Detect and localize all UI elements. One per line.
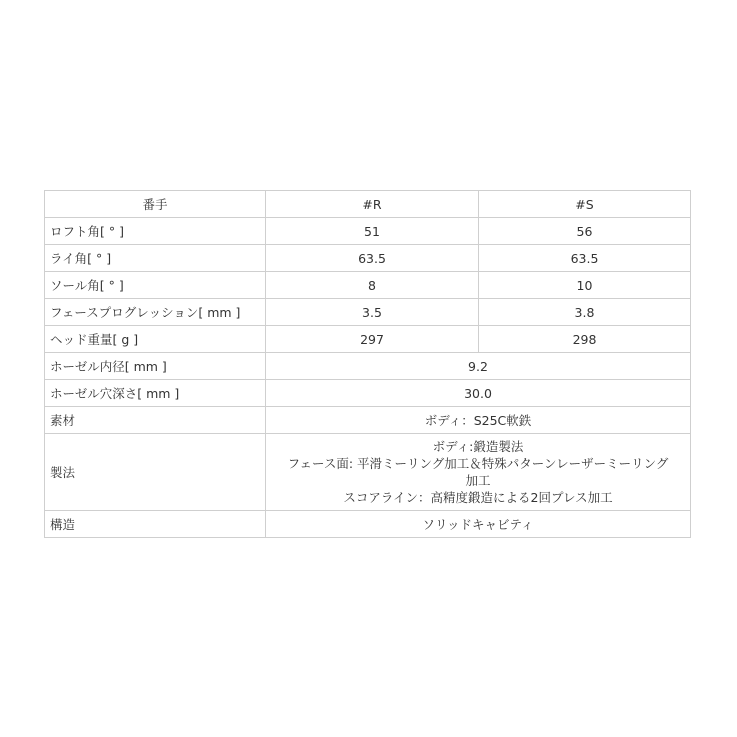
header-s-cell: #S [479, 191, 691, 218]
row-label: ロフト角[ ° ] [45, 218, 266, 245]
row-label: 製法 [45, 434, 266, 511]
row-value-s: 298 [479, 326, 691, 353]
table-row [45, 245, 691, 272]
row-value-s: 3.8 [479, 299, 691, 326]
row-label: ソール角[ ° ] [45, 272, 266, 299]
row-label: フェースプログレッション[ mm ] [45, 299, 266, 326]
header-label-cell: 番手 [45, 191, 266, 218]
manufacturing-line: フェース面: 平滑ミーリング加工＆特殊パターンレーザーミーリング [287, 456, 669, 471]
manufacturing-line: 加工 [465, 473, 491, 488]
row-value-merged: ソリッドキャビティ [266, 511, 691, 538]
table-row [45, 434, 691, 511]
manufacturing-line: ボディ:鍛造製法 [432, 439, 524, 454]
row-label: ホーゼル穴深さ[ mm ] [45, 380, 266, 407]
table-row [45, 326, 691, 353]
row-label: ライ角[ ° ] [45, 245, 266, 272]
row-value-r: 3.5 [266, 299, 479, 326]
row-label: ホーゼル内径[ mm ] [45, 353, 266, 380]
header-r-cell: #R [266, 191, 479, 218]
row-value-r: 51 [266, 218, 479, 245]
row-value-s: 63.5 [479, 245, 691, 272]
table-header-row [45, 191, 691, 218]
row-value-r: 8 [266, 272, 479, 299]
table-row [45, 407, 691, 434]
row-label: ヘッド重量[ g ] [45, 326, 266, 353]
row-value-r: 63.5 [266, 245, 479, 272]
manufacturing-line: スコアライン：高精度鍛造による2回プレス加工 [343, 490, 613, 505]
row-value-merged: ボディ：S25C軟鉄 [266, 407, 691, 434]
row-label: 構造 [45, 511, 266, 538]
row-value-s: 10 [479, 272, 691, 299]
spec-table [44, 190, 691, 538]
row-value-merged: 9.2 [266, 353, 691, 380]
table-row [45, 299, 691, 326]
table-row [45, 511, 691, 538]
row-value-s: 56 [479, 218, 691, 245]
row-value-r: 297 [266, 326, 479, 353]
row-value-merged: 30.0 [266, 380, 691, 407]
table-row [45, 218, 691, 245]
table-row [45, 272, 691, 299]
table-row [45, 353, 691, 380]
table-row [45, 380, 691, 407]
manufacturing-description [266, 434, 691, 511]
row-label: 素材 [45, 407, 266, 434]
